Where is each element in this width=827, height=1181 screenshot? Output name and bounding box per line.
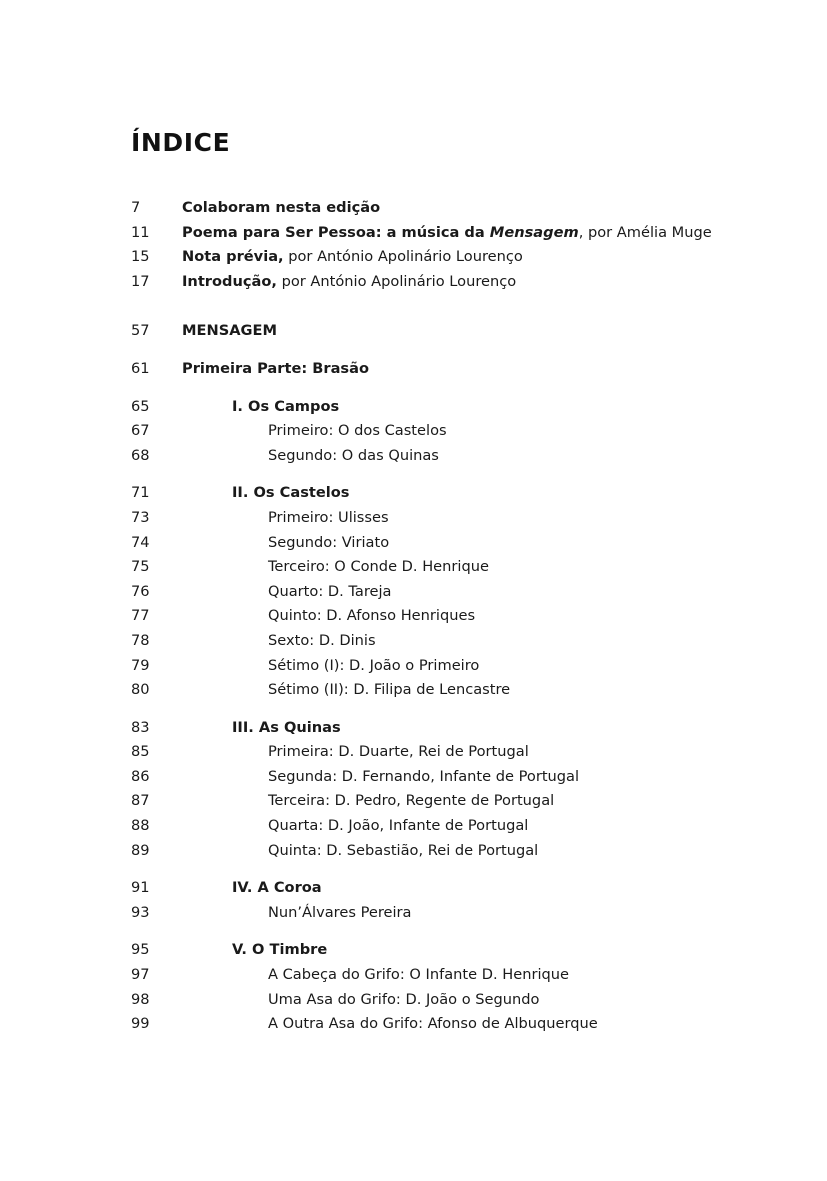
toc-entry-label: [180, 604, 731, 629]
toc-page-number: 78: [131, 631, 150, 649]
toc-entry[interactable]: [131, 765, 731, 790]
toc-entry-label: [180, 901, 731, 926]
toc-page-number: 7: [131, 199, 141, 216]
toc-page-number: 83: [131, 718, 150, 736]
toc-entry[interactable]: [131, 876, 731, 901]
toc-entry-text: Quinto: D. Afonso Henriques: [268, 607, 476, 625]
toc-page-number: 77: [131, 607, 150, 625]
toc-entry-label: [180, 419, 731, 444]
toc-entry-text: Primeira: D. Duarte, Rei de Portugal: [268, 743, 529, 761]
toc-page-number: 93: [131, 903, 150, 921]
toc-page-number: 97: [131, 966, 150, 984]
page-title: ÍNDICE: [131, 128, 231, 157]
toc-entry-text: por António Apolinário Lourenço: [283, 248, 523, 266]
toc-entry-text: Primeira Parte: Brasão: [182, 359, 369, 377]
toc-entry-label: [180, 716, 731, 741]
toc-page-number: 87: [131, 792, 150, 810]
toc-entry[interactable]: [131, 604, 731, 629]
toc-page-number: 11: [131, 223, 150, 241]
toc-page-number: 80: [131, 681, 150, 699]
toc-entry-text: Quinta: D. Sebastião, Rei de Portugal: [268, 841, 539, 859]
toc-entry-label: [180, 221, 731, 246]
toc-page-number: 75: [131, 558, 150, 576]
toc-page-number: 15: [131, 248, 150, 266]
toc-page-number: 79: [131, 656, 150, 674]
toc-entry[interactable]: [131, 419, 731, 444]
toc-entry[interactable]: [131, 196, 731, 221]
spacer: [131, 294, 731, 319]
toc-entry-text: V. O Timbre: [232, 941, 328, 959]
toc-entry-text: A Cabeça do Grifo: O Infante D. Henrique: [268, 966, 570, 984]
toc-entry[interactable]: [131, 789, 731, 814]
toc-entry-label: [180, 765, 731, 790]
toc-page-number: 68: [131, 446, 150, 464]
toc-page-number: 91: [131, 879, 150, 897]
toc-entry-label: [180, 629, 731, 654]
toc-entry-text: Poema para Ser Pessoa: a música da: [182, 223, 490, 241]
toc-entry-label: [180, 876, 731, 901]
toc-entry-label: [180, 245, 731, 270]
toc-page-number: 57: [131, 322, 150, 340]
toc-entry[interactable]: [131, 221, 731, 246]
toc-entry[interactable]: [131, 531, 731, 556]
toc-entry-text: Colaboram nesta edição: [182, 199, 381, 216]
toc-entry-label: [180, 444, 731, 469]
toc-entry-text: Segundo: Viriato: [268, 533, 390, 551]
toc-entry-text: Terceira: D. Pedro, Regente de Portugal: [268, 792, 555, 810]
toc-entry-text: Uma Asa do Grifo: D. João o Segundo: [268, 990, 540, 1008]
toc-entry-text: IV. A Coroa: [232, 879, 322, 897]
toc-entry-label: [180, 357, 731, 382]
toc-entry-label: [180, 270, 731, 295]
toc-entry[interactable]: [131, 740, 731, 765]
toc-entry-text: I. Os Campos: [232, 397, 340, 415]
toc-entry[interactable]: [131, 654, 731, 679]
toc-page-number: 89: [131, 841, 150, 859]
spacer: [131, 863, 731, 876]
toc-entry-label: [180, 531, 731, 556]
spacer: [131, 382, 731, 395]
toc-entry-text: MENSAGEM: [182, 322, 277, 340]
toc-entry[interactable]: [131, 319, 731, 344]
toc-entry-text: Terceiro: O Conde D. Henrique: [268, 558, 489, 576]
toc-entry-text: Segunda: D. Fernando, Infante de Portugal: [268, 767, 580, 785]
toc-entry[interactable]: [131, 555, 731, 580]
toc-entry[interactable]: [131, 395, 731, 420]
toc-page-number: 73: [131, 508, 150, 526]
toc-entry-text: Sexto: D. Dinis: [268, 631, 376, 649]
toc-entry-label: [180, 319, 731, 344]
toc-page-number: 99: [131, 1015, 150, 1033]
toc-entry[interactable]: [131, 245, 731, 270]
toc-entry[interactable]: [131, 270, 731, 295]
toc-entry-label: [180, 988, 731, 1013]
toc-entry[interactable]: [131, 678, 731, 703]
toc-entry-label: [180, 654, 731, 679]
toc-entry-text: por António Apolinário Lourenço: [276, 272, 517, 290]
toc-page-number: 67: [131, 422, 150, 440]
table-of-contents: [131, 196, 731, 1037]
toc-entry-text: Segundo: O das Quinas: [268, 446, 439, 464]
toc-entry-label: [180, 678, 731, 703]
toc-page-number: 71: [131, 484, 150, 502]
toc-entry-text: Quarta: D. João, Infante de Portugal: [268, 817, 529, 835]
toc-entry[interactable]: [131, 839, 731, 864]
toc-page-number: 95: [131, 941, 150, 959]
toc-page-number: 74: [131, 533, 150, 551]
toc-entry[interactable]: [131, 629, 731, 654]
spacer: [131, 703, 731, 716]
toc-entry[interactable]: [131, 357, 731, 382]
toc-entry[interactable]: [131, 481, 731, 506]
toc-entry-text: Mensagem: [489, 223, 579, 241]
toc-entry[interactable]: [131, 444, 731, 469]
toc-entry-label: [180, 789, 731, 814]
toc-entry[interactable]: [131, 963, 731, 988]
toc-entry-text: Nota prévia,: [182, 248, 284, 266]
toc-entry-text: Sétimo (II): D. Filipa de Lencastre: [268, 681, 511, 699]
toc-entry[interactable]: [131, 901, 731, 926]
toc-entry-label: [180, 506, 731, 531]
toc-entry-label: [180, 580, 731, 605]
spacer: [131, 468, 731, 481]
toc-entry-label: [180, 481, 731, 506]
toc-entry-label: [180, 938, 731, 963]
toc-page-number: 85: [131, 743, 150, 761]
toc-entry-label: [180, 839, 731, 864]
toc-entry-text: Introdução,: [182, 272, 277, 290]
toc-page-number: 17: [131, 272, 150, 290]
toc-page-number: 98: [131, 990, 150, 1008]
toc-entry[interactable]: [131, 580, 731, 605]
toc-entry-text: Sétimo (I): D. João o Primeiro: [268, 656, 480, 674]
toc-page-number: 86: [131, 767, 150, 785]
spacer: [131, 925, 731, 938]
toc-entry-label: [180, 1012, 731, 1037]
toc-entry-text: Quarto: D. Tareja: [268, 582, 392, 600]
toc-page-number: 88: [131, 817, 150, 835]
toc-page-number: 61: [131, 359, 150, 377]
toc-entry[interactable]: [131, 506, 731, 531]
toc-entry-label: [180, 963, 731, 988]
spacer: [131, 344, 731, 357]
toc-entry[interactable]: [131, 1012, 731, 1037]
toc-entry-text: Primeiro: O dos Castelos: [268, 422, 447, 440]
toc-entry-text: Nun’Álvares Pereira: [268, 903, 412, 921]
toc-entry-text: A Outra Asa do Grifo: Afonso de Albuquerque: [268, 1015, 598, 1033]
toc-entry[interactable]: [131, 716, 731, 741]
toc-entry-text: III. As Quinas: [232, 718, 341, 736]
toc-entry[interactable]: [131, 938, 731, 963]
toc-entry-text: II. Os Castelos: [232, 484, 350, 502]
toc-entry-text: Primeiro: Ulisses: [268, 508, 389, 526]
toc-entry-label: [180, 395, 731, 420]
toc-page-number: 65: [131, 397, 150, 415]
toc-entry-text: , por Amélia Muge: [578, 223, 712, 241]
toc-entry[interactable]: [131, 988, 731, 1013]
toc-entry-label: [180, 196, 731, 221]
toc-page-number: 76: [131, 582, 150, 600]
toc-entry[interactable]: [131, 814, 731, 839]
toc-entry-label: [180, 555, 731, 580]
toc-entry-label: [180, 814, 731, 839]
toc-entry-label: [180, 740, 731, 765]
